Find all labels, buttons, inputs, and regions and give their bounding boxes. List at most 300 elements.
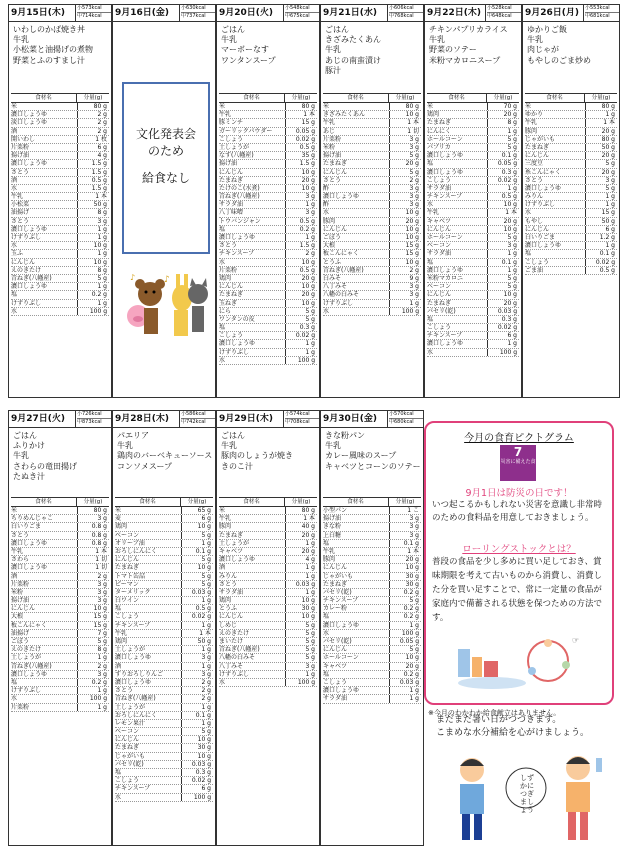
- menu-item: きのこ汁: [221, 461, 253, 471]
- ingredient-name: じゃがいも: [525, 135, 556, 143]
- ingredient-row: [219, 357, 317, 365]
- ingredient-row: [115, 556, 213, 564]
- ingredient-name: 小型パン: [323, 507, 348, 514]
- ingredient-name: 水: [323, 209, 330, 217]
- kcal-mid: 中681kcal: [585, 13, 610, 19]
- ingredient-name: じゃがいも: [323, 572, 354, 580]
- ingredient-amount: 0.3 g: [487, 169, 519, 176]
- kcal-box: [387, 411, 423, 427]
- ingredient-row: [323, 523, 421, 531]
- ingredient-row: [115, 744, 213, 752]
- ingredient-name: 米: [115, 507, 122, 514]
- ingredient-name: にんじん: [115, 736, 140, 744]
- day-header: [113, 411, 215, 428]
- ingredient-row: [427, 218, 519, 226]
- ingredient-row: [115, 761, 213, 769]
- ingredient-name: 米: [525, 103, 532, 110]
- ingredient-name: サラダ油: [219, 201, 243, 209]
- food-stock-illustration: [452, 631, 592, 693]
- ingredient-name: たまねぎ: [323, 580, 348, 588]
- ingredient-amount: 10 g: [285, 283, 317, 290]
- ingredient-amount: 3 g: [389, 144, 421, 151]
- ingredient-row: [115, 573, 213, 581]
- ingredient-amount: 80 g: [77, 103, 109, 110]
- ingredient-name: 牛乳: [323, 547, 336, 555]
- ingredient-row: [427, 291, 519, 299]
- day-header: [217, 5, 319, 22]
- ingredient-row: [219, 663, 317, 671]
- day-date: 9月29日(木): [219, 414, 274, 424]
- ingredient-name: 濃口しょうゆ: [323, 687, 360, 695]
- ingredient-row: [427, 316, 519, 324]
- ingredient-name: 濃口しょうゆ: [323, 621, 360, 629]
- menu-item: 牛乳: [13, 451, 29, 461]
- ingredient-row: [323, 589, 421, 597]
- ingredient-name: 土しょうが: [11, 654, 42, 662]
- ingredient-name: チキンスープ: [115, 785, 151, 793]
- ingredient-name: 濃口しょうゆ: [427, 266, 464, 274]
- ingredient-amount: 1 g: [585, 242, 617, 249]
- ingredient-name: 淡口しょうゆ: [11, 119, 48, 127]
- ingredient-row: [323, 654, 421, 662]
- ingredient-amount: 0.8 g: [77, 532, 109, 539]
- ingredient-row: [11, 507, 109, 515]
- ingredient-row: [323, 622, 421, 630]
- ingredient-amount: 10 g: [77, 242, 109, 249]
- ingredient-amount: 1 g: [77, 300, 109, 307]
- ingredient-name: 濃口しょうゆ: [323, 193, 360, 201]
- ingredient-name: 牛乳: [11, 193, 24, 201]
- ingredient-name: 濃口しょうゆ: [219, 234, 256, 241]
- ingredient-name: ベーコン: [427, 242, 452, 250]
- ingredient-row: [11, 128, 109, 136]
- ingredient-amount: 5 g: [487, 275, 519, 282]
- ingredient-name: サラダ油: [323, 695, 347, 703]
- ingredient-name: 濃口しょうゆ: [11, 160, 48, 168]
- ingredient-row: [11, 267, 109, 275]
- menu-item: 牛乳: [325, 441, 341, 451]
- menu-list: [221, 431, 315, 472]
- menu-item: いわしのかば焼き丼: [13, 25, 85, 34]
- kcal-box: [75, 411, 111, 427]
- ingredient-row: [11, 613, 109, 621]
- ingredient-amount: 1 g: [585, 201, 617, 208]
- ingredient-row: [11, 687, 109, 695]
- ingredient-row: [323, 250, 421, 258]
- ingredient-amount: 5 g: [181, 556, 213, 563]
- menu-item: ふりかけ: [13, 441, 45, 451]
- ingredient-amount: 1 本: [585, 119, 617, 126]
- ingredient-amount: 3 g: [77, 597, 109, 604]
- ingredient-header: [525, 93, 617, 103]
- ingredient-amount: 5 g: [285, 308, 317, 315]
- ingredient-amount: 0.5 g: [285, 144, 317, 151]
- ingredient-table: [323, 497, 421, 704]
- ingredient-amount: 10 g: [389, 234, 421, 241]
- menu-item: きな粉パン: [325, 431, 365, 440]
- ingredient-amount: 6 g: [181, 515, 213, 522]
- ingredient-row: [115, 638, 213, 646]
- ingredient-name: 青ねぎ(八幡産): [115, 695, 156, 703]
- ingredient-row: [219, 300, 317, 308]
- ingredient-name: チキンスープ: [427, 332, 463, 340]
- ingredient-row: [115, 777, 213, 785]
- ingredient-row: [11, 144, 109, 152]
- svg-text:☞: ☞: [572, 636, 580, 645]
- menu-item: 牛乳: [117, 441, 133, 451]
- ingredient-row: [115, 548, 213, 556]
- ingredient-amount: 2 g: [389, 267, 421, 274]
- pictogram-label: 災害に備えた食: [500, 459, 536, 465]
- col-name: 食材名: [243, 95, 260, 101]
- ingredient-row: [115, 523, 213, 531]
- ingredient-header: [427, 93, 519, 103]
- ingredient-header: [115, 497, 213, 507]
- menu-item: マーボーなす: [221, 45, 269, 55]
- ingredient-amount: 15 g: [389, 250, 421, 257]
- ingredient-amount: 10 g: [285, 597, 317, 604]
- ingredient-table: [427, 93, 519, 357]
- ingredient-amount: 5 g: [389, 597, 421, 604]
- ingredient-name: サラダ油: [219, 588, 243, 596]
- ingredient-name: 青ねぎ(八幡産): [219, 193, 260, 201]
- ingredient-row: [323, 177, 421, 185]
- ingredient-row: [11, 259, 109, 267]
- ingredient-row: [11, 283, 109, 291]
- ingredient-name: ホールコーン: [427, 135, 463, 143]
- kcal-box: [583, 5, 619, 21]
- ingredient-amount: 0.05 g: [389, 638, 421, 645]
- ingredient-row: [323, 209, 421, 217]
- ingredient-amount: 9 g: [389, 275, 421, 282]
- ingredient-amount: 20 g: [487, 218, 519, 225]
- menu-item: 肉じゃが: [527, 45, 559, 55]
- ingredient-row: [323, 605, 421, 613]
- ingredient-amount: 0.1 g: [585, 250, 617, 257]
- ingredient-name: 油揚げ: [11, 209, 30, 217]
- ingredient-name: 水: [219, 678, 226, 686]
- ingredient-name: 塩: [11, 291, 18, 299]
- ingredient-row: [11, 630, 109, 638]
- ingredient-name: 水: [323, 307, 330, 315]
- ingredient-amount: 1 g: [285, 340, 317, 347]
- ingredient-table: [11, 497, 109, 712]
- ingredient-amount: 1 g: [181, 720, 213, 727]
- kcal-box: [387, 5, 423, 21]
- ingredient-name: 鶏肉: [115, 638, 128, 645]
- ingredient-amount: 50 g: [585, 218, 617, 225]
- ingredient-name: 揚げ油: [323, 152, 342, 160]
- ingredient-row: [11, 136, 109, 144]
- kcal-box: [179, 411, 215, 427]
- ingredient-row: [219, 201, 317, 209]
- ingredient-amount: 3 g: [77, 515, 109, 522]
- ingredient-amount: 10 g: [181, 736, 213, 743]
- ingredient-name: 米: [323, 103, 330, 110]
- ingredient-row: [11, 152, 109, 160]
- ingredient-name: たまねぎ: [219, 291, 244, 299]
- ingredient-row: [323, 119, 421, 127]
- panel-paragraph: いつ起こるかもしれない災害を意識し非常時のための食料品を用意しておきましょう。: [432, 500, 603, 523]
- ingredient-amount: 20 g: [585, 152, 617, 159]
- ingredient-amount: 2 g: [181, 679, 213, 686]
- food-education-panel: [424, 421, 614, 705]
- ingredient-row: [219, 564, 317, 572]
- menu-item: パエリア: [117, 431, 149, 440]
- ingredient-amount: 0.2 g: [285, 226, 317, 233]
- ingredient-name: カレー粉: [323, 605, 348, 613]
- col-amount: 分量(g): [284, 498, 317, 506]
- ingredient-amount: 1.5 g: [285, 160, 317, 167]
- ingredient-name: 塩: [115, 605, 122, 613]
- ingredient-row: [219, 275, 317, 283]
- ingredient-name: 米粉: [323, 143, 336, 151]
- ingredient-row: [115, 589, 213, 597]
- kcal-small: 小553kcal: [585, 5, 619, 13]
- ingredient-name: ベーコン: [427, 283, 452, 291]
- ingredient-row: [219, 259, 317, 267]
- ingredient-amount: 3 g: [389, 201, 421, 208]
- ingredient-amount: 0.05 g: [285, 128, 317, 135]
- ingredient-name: 水: [427, 348, 434, 356]
- ingredient-row: [11, 291, 109, 299]
- ingredient-row: [427, 128, 519, 136]
- ingredient-amount: 1 g: [181, 704, 213, 711]
- ingredient-name: こしょう: [219, 332, 244, 340]
- ingredient-row: [115, 646, 213, 654]
- ingredient-amount: 1 g: [285, 234, 317, 241]
- ingredient-amount: 0.1 g: [181, 548, 213, 555]
- ingredient-name: きざみたくあん: [323, 111, 366, 119]
- ingredient-row: [11, 193, 109, 201]
- menu-item: 鶏肉のバーベキューソース: [117, 451, 213, 461]
- ingredient-name: 大根: [11, 613, 24, 621]
- ingredient-name: キャベツ: [323, 662, 348, 670]
- col-name: 食材名: [35, 95, 52, 101]
- ingredient-amount: 0.3 g: [285, 324, 317, 331]
- ingredient-row: [11, 209, 109, 217]
- ingredient-amount: 1 g: [285, 201, 317, 208]
- ingredient-amount: 100 g: [285, 679, 317, 686]
- ingredient-name: 青ねぎ(八幡産): [323, 266, 364, 274]
- col-amount: 分量(g): [388, 94, 421, 102]
- ingredient-amount: 80 g: [585, 136, 617, 143]
- ingredient-name: こしょう: [323, 678, 348, 686]
- ingredient-name: 米: [11, 103, 18, 110]
- ingredient-amount: 3 g: [389, 185, 421, 192]
- col-amount: 分量(g): [486, 94, 519, 102]
- ingredient-row: [427, 111, 519, 119]
- col-name: 食材名: [546, 95, 563, 101]
- ingredient-name: こしょう: [219, 135, 244, 143]
- ingredient-name: 塩: [115, 769, 122, 776]
- ingredient-name: 濃口しょうゆ: [427, 340, 464, 348]
- ingredient-row: [427, 160, 519, 168]
- ingredient-name: ホールコーン: [427, 234, 463, 241]
- ingredient-amount: 2 g: [389, 177, 421, 184]
- ingredient-amount: 20 g: [285, 275, 317, 282]
- ingredient-row: [219, 532, 317, 540]
- day-date: 9月28日(木): [115, 414, 170, 424]
- ingredient-amount: 0.2 g: [77, 679, 109, 686]
- ingredient-amount: 15 g: [585, 209, 617, 216]
- menu-item: ごはん: [325, 25, 349, 34]
- ingredient-name: 塩: [11, 678, 18, 686]
- ingredient-amount: 0.03 g: [285, 581, 317, 588]
- ingredient-name: 濃口しょうゆ: [115, 678, 152, 686]
- ingredient-table: [11, 93, 109, 316]
- ingredient-row: [11, 695, 109, 703]
- menu-item: キャベツとコーンのソテー: [325, 461, 421, 471]
- ingredient-name: 板こんにゃく: [11, 621, 47, 629]
- ingredient-row: [219, 646, 317, 654]
- ingredient-name: 小松菜: [11, 201, 30, 209]
- ingredient-amount: 1 g: [181, 540, 213, 547]
- ingredient-row: [525, 136, 617, 144]
- ingredient-amount: 20 g: [389, 663, 421, 670]
- ingredient-amount: 10 g: [77, 259, 109, 266]
- ingredient-name: 水: [115, 793, 122, 801]
- ingredient-table: [219, 93, 317, 365]
- ingredient-row: [219, 103, 317, 111]
- ingredient-amount: 0.02 g: [285, 136, 317, 143]
- ingredient-name: ワンタンの皮: [219, 315, 255, 323]
- ingredient-row: [219, 556, 317, 564]
- menu-item: 牛乳: [221, 35, 237, 45]
- ingredient-amount: 1 g: [181, 597, 213, 604]
- ingredient-row: [219, 193, 317, 201]
- ingredient-name: にんじん: [219, 168, 244, 176]
- menu-item: 野菜とふのすまし汁: [13, 55, 85, 65]
- ingredient-name: 濃口しょうゆ: [427, 152, 464, 160]
- ingredient-row: [11, 605, 109, 613]
- ingredient-row: [219, 169, 317, 177]
- ingredient-row: [11, 119, 109, 127]
- ingredient-name: 水: [219, 258, 226, 266]
- ingredient-row: [323, 638, 421, 646]
- ingredient-amount: 0.8 g: [77, 523, 109, 530]
- ingredient-amount: 0.05 g: [487, 160, 519, 167]
- ingredient-amount: 1 こ: [389, 507, 421, 514]
- ingredient-amount: 20 g: [585, 128, 617, 135]
- ingredient-row: [525, 128, 617, 136]
- ingredient-amount: 0.5 g: [487, 193, 519, 200]
- kcal-small: 小726kcal: [77, 411, 111, 419]
- ingredient-name: 牛乳: [219, 111, 232, 119]
- ingredient-row: [525, 119, 617, 127]
- ingredient-amount: 1 本: [77, 548, 109, 555]
- ingredient-amount: 100 g: [77, 308, 109, 315]
- ingredient-name: 麦: [115, 515, 122, 523]
- ingredient-name: 濃口しょうゆ: [525, 184, 562, 192]
- ingredient-row: [11, 573, 109, 581]
- ingredient-name: にんじん: [219, 613, 244, 621]
- menu-item: もやしのごま炒め: [527, 55, 591, 65]
- ingredient-name: 豚肉: [525, 127, 538, 135]
- ingredient-row: [219, 630, 317, 638]
- ingredient-amount: 1 g: [487, 128, 519, 135]
- menu-item: 小松菜と油揚げの煮物: [13, 45, 93, 55]
- ingredient-amount: 100 g: [389, 630, 421, 637]
- ingredient-row: [427, 349, 519, 357]
- ingredient-amount: 20 g: [285, 548, 317, 555]
- ingredient-row: [219, 291, 317, 299]
- ingredient-row: [323, 283, 421, 291]
- ingredient-amount: 8 g: [77, 267, 109, 274]
- kcal-mid: 中742kcal: [181, 419, 206, 425]
- ingredient-amount: 80 g: [285, 103, 317, 110]
- ingredient-row: [219, 144, 317, 152]
- ingredient-amount: 0.02 g: [181, 613, 213, 620]
- ingredient-name: 酒: [115, 662, 122, 670]
- ingredient-name: ピーマン: [115, 580, 139, 588]
- ingredient-amount: 0.03 g: [181, 761, 213, 768]
- ingredient-amount: 5 g: [181, 573, 213, 580]
- ingredient-row: [427, 226, 519, 234]
- ingredient-amount: 0.03 g: [487, 308, 519, 315]
- ingredient-name: 水: [525, 209, 532, 217]
- ingredient-name: 揚げ油: [219, 160, 238, 168]
- ingredient-amount: 0.02 g: [181, 777, 213, 784]
- ingredient-row: [219, 128, 317, 136]
- ingredient-amount: 20 g: [285, 177, 317, 184]
- ingredient-amount: 1 切: [77, 556, 109, 563]
- ingredient-name: たまねぎ: [427, 119, 452, 127]
- ingredient-amount: 1 本: [487, 209, 519, 216]
- ingredient-row: [323, 540, 421, 548]
- ingredient-name: けずりぶし: [525, 201, 556, 209]
- ingredient-row: [427, 177, 519, 185]
- ingredient-row: [115, 769, 213, 777]
- ingredient-row: [427, 119, 519, 127]
- col-name: 食材名: [35, 499, 52, 505]
- ingredient-row: [115, 679, 213, 687]
- ingredient-amount: 1 g: [77, 226, 109, 233]
- ingredient-amount: 20 g: [285, 532, 317, 539]
- ingredient-name: 八幡の白みそ: [323, 291, 360, 299]
- ingredient-row: [219, 185, 317, 193]
- ingredient-amount: 10 g: [389, 111, 421, 118]
- ingredient-row: [323, 507, 421, 515]
- ingredient-row: [219, 540, 317, 548]
- ingredient-amount: 5 g: [285, 630, 317, 637]
- ingredient-row: [525, 185, 617, 193]
- ingredient-amount: 1 g: [181, 663, 213, 670]
- ingredient-name: 水: [427, 201, 434, 209]
- kcal-mid: 中675kcal: [285, 13, 310, 19]
- ingredient-row: [115, 695, 213, 703]
- ingredient-amount: 20 g: [585, 169, 617, 176]
- ingredient-row: [427, 332, 519, 340]
- ingredient-row: [427, 144, 519, 152]
- ingredient-row: [323, 201, 421, 209]
- ingredient-amount: 1.5 g: [77, 185, 109, 192]
- col-amount: 分量(g): [180, 498, 213, 506]
- ingredient-amount: 3 g: [285, 209, 317, 216]
- ingredient-amount: 0.5 g: [181, 605, 213, 612]
- ingredient-name: 水: [219, 356, 226, 364]
- ingredient-name: サラダ油: [427, 184, 451, 192]
- ingredient-amount: 3 g: [389, 515, 421, 522]
- ingredient-amount: 20 g: [285, 291, 317, 298]
- ingredient-name: 濃口しょうゆ: [11, 225, 48, 233]
- ingredient-name: えのきたけ: [219, 629, 250, 637]
- ingredient-row: [219, 226, 317, 234]
- ingredient-row: [219, 605, 317, 613]
- ingredient-amount: 1 g: [487, 267, 519, 274]
- ingredient-name: 油揚げ: [11, 629, 30, 637]
- ingredient-row: [11, 185, 109, 193]
